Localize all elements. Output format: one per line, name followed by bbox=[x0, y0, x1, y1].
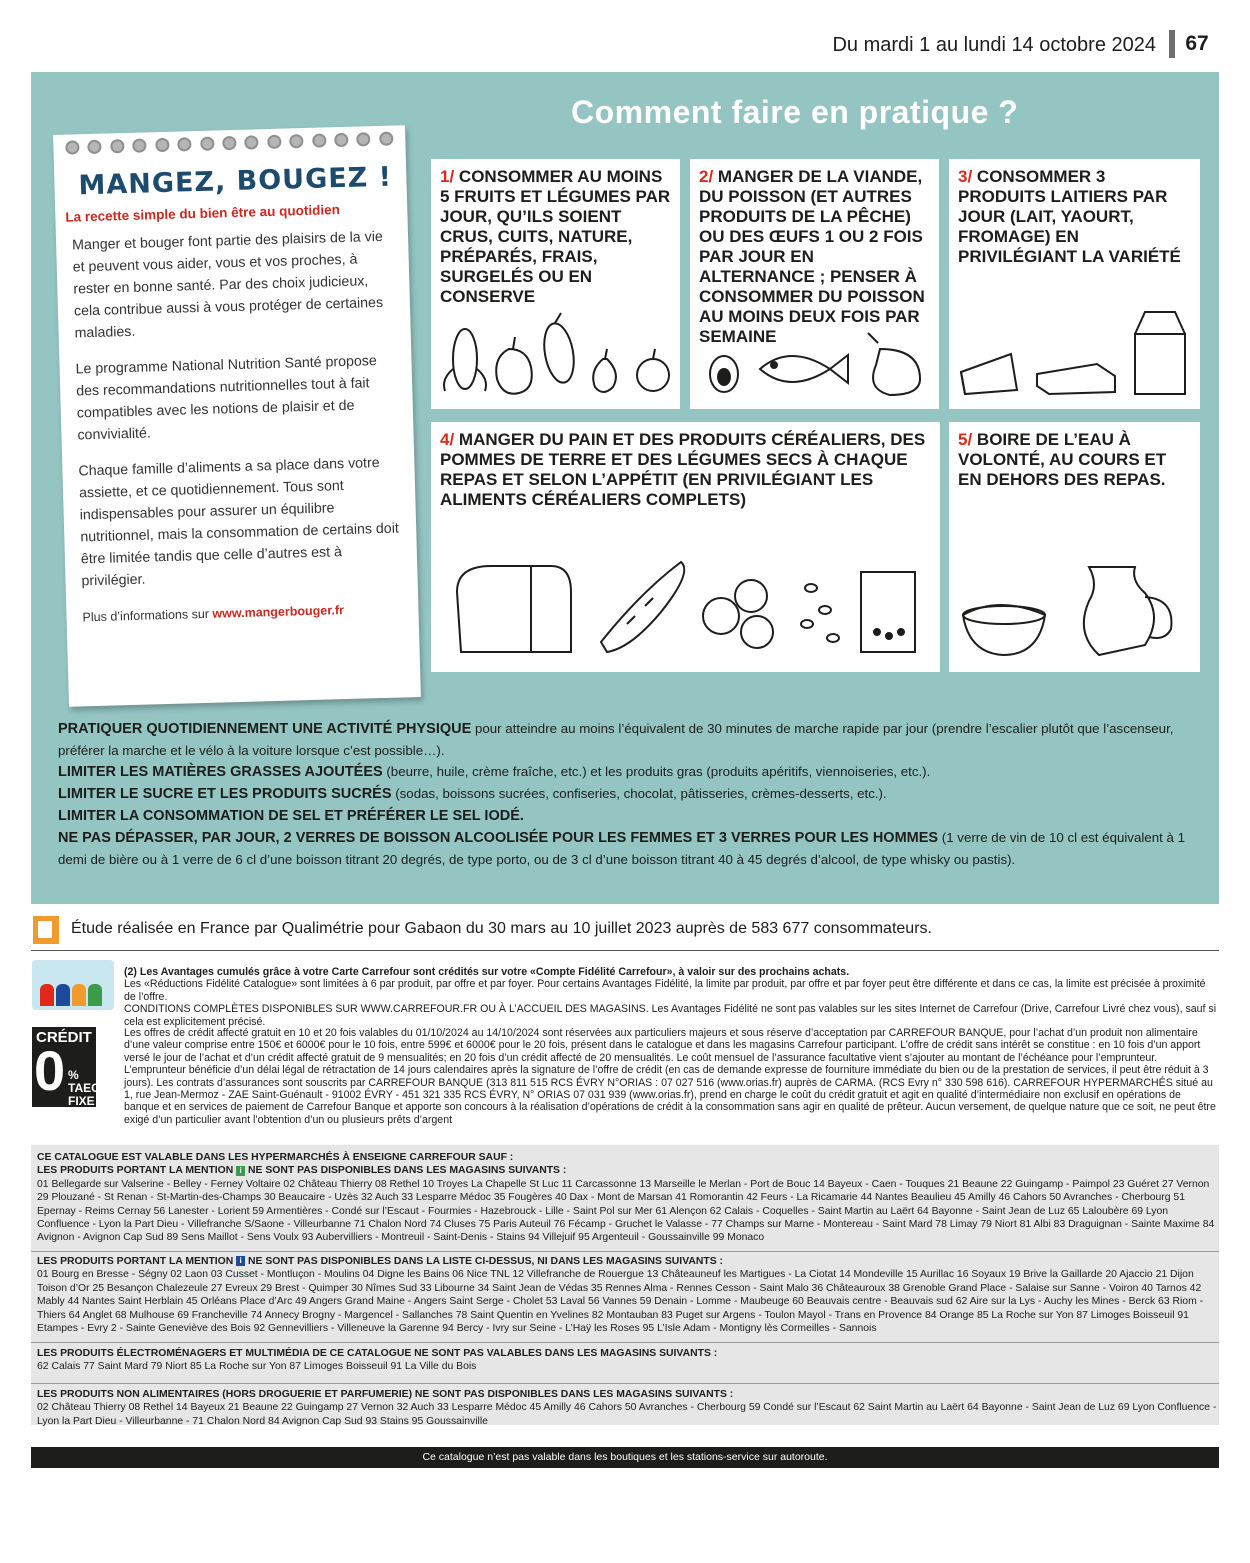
notepad-paragraph: Le programme National Nutrition Santé propose des recommandations nutritionnelles tout à fait compatibles avec les notions de plaisir et de convivialité. bbox=[75, 353, 378, 444]
rule-item bbox=[58, 783, 1208, 805]
rule-bold: LIMITER LE SUCRE ET LES PRODUITS SUCRÉS bbox=[58, 786, 392, 802]
validity-block bbox=[37, 1388, 1217, 1428]
card-number: 1/ bbox=[440, 167, 455, 186]
fidelite-line: (2) Les Avantages cumulés grâce à votre Carte Carrefour sont crédités sur votre «Compte Fidélité Carrefour», à valoir sur des prochains achats. bbox=[124, 966, 850, 978]
rule-text: (sodas, boissons sucrées, confiseries, chocolat, pâtisseries, crèmes-desserts, etc.). bbox=[391, 786, 887, 801]
validity-heading-b: NE SONT PAS DISPONIBLES DANS LA LISTE CI-DESSUS, NI DANS LES MAGASINS SUIVANTS : bbox=[248, 1256, 723, 1267]
notepad-rings bbox=[65, 132, 393, 155]
card-dairy bbox=[949, 159, 1200, 409]
card-text: BOIRE DE L’EAU À VOLONTÉ, AU COURS ET EN DEHORS DES REPAS. bbox=[958, 430, 1167, 489]
card-number: 4/ bbox=[440, 430, 455, 449]
credit-badge-big: 0 bbox=[34, 1039, 66, 1102]
fidelite-line: Les «Réductions Fidélité Catalogue» sont limitées à 6 par produit, par offre et par foyer. Pour certains Avantages Fidélité, la limite par produit, par offre et par foyer peut être différente et dans ce cas, la limite est précisée à proximité de l’offre. bbox=[124, 978, 1206, 1003]
meat-fish-eggs-illustration bbox=[690, 329, 939, 404]
rules-list bbox=[58, 718, 1208, 870]
more-info-prefix: Plus d’informations sur bbox=[82, 606, 210, 625]
validity-heading-a: LES PRODUITS PORTANT LA MENTION bbox=[37, 1165, 234, 1177]
rule-text: pour atteindre au moins l’équivalent de 30 minutes de marche rapide par jour (prendre l’escalier plutôt que l’ascenseur, préférer la marche et le vélo à la voiture lorsque c’est possible…). bbox=[58, 721, 1174, 758]
validity-heading: LES PRODUITS ÉLECTROMÉNAGERS ET MULTIMÉDIA DE CE CATALOGUE NE SONT PAS VALABLES DANS LES MAGASINS SUIVANTS : bbox=[37, 1348, 718, 1359]
info-icon: i bbox=[236, 1166, 245, 1176]
notepad-paragraph: Manger et bouger font partie des plaisirs de la vie et peuvent vous aider, vous et vos proches, à rester en bonne santé. Par des choix judicieux, cela contribue aussi à vous protéger de certaines maladies. bbox=[71, 228, 384, 342]
validity-heading-a: LES PRODUITS PORTANT LA MENTION bbox=[37, 1256, 234, 1267]
card-water bbox=[949, 422, 1200, 672]
validity-heading: CE CATALOGUE EST VALABLE DANS LES HYPERMARCHÉS À ENSEIGNE CARREFOUR SAUF : bbox=[37, 1152, 514, 1163]
validity-text: 01 Bourg en Bresse - Ségny 02 Laon 03 Cusset - Montluçon - Moulins 04 Digne les Bains 06 Nice TNL 12 Villefranche de Rouergue 13 Châteauneuf les Martigues - La Ciotat 14 Mondeville 15 Aurillac 16 Soyaux 19 Brive la Gaillarde 20 Ajaccio 21 Dijon Toison d’Or 25 Besançon Chalezeule 27 Evreux 29 Brest - Quimper 30 Nîmes Sud 33 Libourne 34 Saint Jean de Védas 35 Rennes Alma - Rennes Cesson - Saint Malo 36 Châteauroux 38 Grenoble Grand Place - Salaise sur Sanne - Voiron 40 Tarnos 42 Mably 44 Nantes Saint Herblain 45 Orléans Place d’Arc 49 Angers Grand Maine - Angers Saint Serge - Cholet 53 Laval 56 Vannes 59 Denain - Lomme - Maubeuge 60 Beauvais centre - Beauvais sud 62 Aire sur la Lys - Auchy les Mines - Berck 63 Riom - Thiers 64 Anglet 68 Mulhouse 69 Francheville 74 Annecy Brogny - Margencel - Sallanches 78 Saint Quentin en Yvelines 82 Montauban 83 Puget sur Argens - Toulon Mayol - Trans en Provence 84 Orange 85 La Roche sur Yon 87 Limoges Boisseuil 91 Etampes - Evry 2 - Sainte Geneviève des Bois 92 Gennevilliers - Villeneuve la Garenne 94 Bercy - Ivry sur Seine - L’Haÿ les Roses 95 L’Isle Adam - Montigny lès Cormeilles - Sannois bbox=[37, 1269, 1204, 1335]
card-number: 3/ bbox=[958, 167, 973, 186]
validity-heading-b: NE SONT PAS DISPONIBLES DANS LES MAGASINS SUIVANTS : bbox=[248, 1165, 567, 1177]
validity-heading bbox=[37, 1255, 1217, 1268]
footer-bar: Ce catalogue n’est pas valable dans les boutiques et les stations-service sur autoroute. bbox=[31, 1447, 1219, 1468]
mangerbouger-link[interactable]: www.mangerbouger.fr bbox=[212, 603, 345, 621]
rule-bold: NE PAS DÉPASSER, PAR JOUR, 2 VERRES DE BOISSON ALCOOLISÉE POUR LES FEMMES ET 3 VERRES POUR LES HOMMES bbox=[58, 830, 939, 846]
card-text: CONSOMMER 3 PRODUITS LAITIERS PAR JOUR (LAIT, YAOURT, FROMAGE) EN PRIVILÉGIANT LA VARIÉTÉ bbox=[958, 167, 1181, 266]
rule-item bbox=[58, 827, 1208, 870]
carrefour-card-icon bbox=[32, 960, 114, 1010]
rule-item bbox=[58, 761, 1208, 783]
credit-text: Les offres de crédit affecté gratuit en 10 et 20 fois valables du 01/10/2024 au 14/10/2024 sont réservées aux particuliers majeurs et sous réserve d’acceptation par CARREFOUR BANQUE, pour l’achat d’un produit non alimentaire d’une valeur comprise entre 150€ et 6000€ pour le 10 fois, entre 599€ et 6000€ pour le 20 fois, présent dans le catalogue et dans les magasins Carrefour participant. L’offre de crédit sans intérêt se constitue : en 10 fois d’un apport versé le jour de l’achat et d’un crédit affecté gratuit de 9 mensualités; en 20 fois d’un crédit affecté de 20 mensualités. Le coût mensuel de l’assurance facultative vient s’ajouter au montant de l’échéance pour l’emprunteur. L’emprunteur bénéficie d’un délai légal de rétractation de 14 jours calendaires après la signature de l’offre de crédit (en cas de demande expresse de fourniture immédiate du bien ou de la prestation de services, il peut être réduit à 3 jours). Les contrats d’assurances sont souscrits par CARREFOUR BANQUE (313 811 515 RCS ÉVRY N°ORIAS : 07 027 516 (www.orias.fr) auprès de CARMA. (RCS Evry n° 330 598 616). CARREFOUR HYPERMARCHÉS situé au 1, rue Jean-Mermoz - ZAE Saint-Guénault - 91002 ÉVRY - 451 321 335 RCS ÉVRY, N° ORIAS 07 031 939 (www.orias.fr), prend en charge le coût du crédit gratuit et agit en qualité d’intermédiaire non exclusif en opérations de banque et en services de paiement de Carrefour Banque et apporte son concours à la réalisation d’opérations de crédit à la consommation sans agir en qualité de prêteur. Aucun versement, de quelque nature que ce soit, ne peut être exigé d’un particulier avant l’obtention d’un ou plusieurs prêts d’argent bbox=[124, 1027, 1216, 1126]
page-number: 67 bbox=[1169, 30, 1219, 58]
card-text: CONSOMMER AU MOINS 5 FRUITS ET LÉGUMES PAR JOUR, QU’ILS SOIENT CRUS, CUITS, NATURE, PRÉPARÉS, FRAIS, SURGELÉS OU EN CONSERVE bbox=[440, 167, 671, 306]
rule-bold: LIMITER LA CONSOMMATION DE SEL ET PRÉFÉRER LE SEL IODÉ. bbox=[58, 808, 524, 824]
card-text: MANGER DU PAIN ET DES PRODUITS CÉRÉALIERS, DES POMMES DE TERRE ET DES LÉGUMES SECS À CHAQUE REPAS ET SELON L’APPÉTIT (EN PRIVILÉGIANT LES ALIMENTS CÉRÉALIERS COMPLETS) bbox=[440, 430, 926, 509]
card-number: 5/ bbox=[958, 430, 973, 449]
nutrition-panel bbox=[31, 72, 1219, 904]
validity-block bbox=[37, 1255, 1217, 1335]
validity-block bbox=[37, 1347, 1217, 1374]
validity-box bbox=[31, 1145, 1219, 1425]
credit-badge-small: % TAEG FIXE bbox=[68, 1068, 101, 1108]
notepad-body bbox=[72, 226, 405, 629]
notepad-paragraph: Chaque famille d’aliments a sa place dans votre assiette, et ce quotidiennement. Tous sont indispensables pour assurer un équilibre nutritionnel, mais la consommation de certains doit être limitée tandis que celle d’autres est à privilégier. bbox=[78, 455, 400, 590]
validity-heading: LES PRODUITS NON ALIMENTAIRES (HORS DROGUERIE ET PARFUMERIE) NE SONT PAS DISPONIBLES DANS LES MAGASINS SUIVANTS : bbox=[37, 1389, 734, 1400]
card-meat-fish-eggs bbox=[690, 159, 939, 409]
fidelite-line: CONDITIONS COMPLÈTES DISPONIBLES SUR WWW.CARREFOUR.FR OU À L’ACCUEIL DES MAGASINS. Les Avantages Fidélité ne sont pas valables sur les sites Internet de Carrefour (Drive, Carrefour Livré chez vous), sauf si cela est explicitement précisé. bbox=[124, 1003, 1217, 1028]
rule-text: (beurre, huile, crème fraîche, etc.) et les produits gras (produits apéritifs, viennoiseries, etc.). bbox=[382, 764, 931, 779]
card-fruits-vegetables bbox=[431, 159, 680, 409]
fidelite-text bbox=[124, 966, 1218, 1028]
fruits-vegetables-illustration bbox=[431, 309, 680, 399]
validity-block bbox=[37, 1151, 1217, 1245]
more-info bbox=[82, 597, 404, 628]
card-bread-cereals bbox=[431, 422, 940, 672]
validity-text: 01 Bellegarde sur Valserine - Belley - Ferney Voltaire 02 Château Thierry 08 Rethel 10 Troyes La Chapelle St Luc 11 Carcassonne 13 Marseille le Merlan - Port de Bouc 14 Bayeux - Caen - Touques 21 Beaune 22 Guingamp - Paimpol 23 Guéret 27 Vernon 29 Plouzané - St Renan - St-Martin-des-Champs 30 Beaucaire - Uzès 32 Auch 33 Lesparre Médoc 35 Fougères 40 Dax - Mont de Marsan 41 Romorantin 42 Feurs - La Ricamarie 44 Nantes Beaulieu 45 Amilly 46 Cahors 50 Avranches - Cherbourg 51 Epernay - Reims Cernay 56 Lanester - Lorient 59 Armentières - Condé sur l’Escaut - Fourmies - Hazebrouck - Lille - Saint Pol sur Mer 61 Alençon 62 Calais - Coquelles - Saint Martin au Laërt 64 Bayonne - Saint Jean de Luz 65 Laloubère 69 Lyon Confluence - Lyon la Part Dieu - Villefranche S/Saone - Villeurbanne 71 Chalon Nord 74 Cluses 75 Paris Auteuil 76 Fécamp - Gruchet le Valasse - 77 Champs sur Marne - Montereau - Saint Mard 78 Limay 79 Niort 81 Albi 83 Draguignan - Sainte Maxime 84 Avignon - Avignon Cap Sud 89 Sens Maillot - Sens Voulx 93 Aubervilliers - Montreuil - Saint-Denis - Stains 94 Villejuif 95 Argenteuil - Goussainville 99 Monaco bbox=[37, 1178, 1215, 1244]
validity-heading bbox=[37, 1164, 1217, 1177]
study-text: Étude réalisée en France par Qualimétrie pour Gabaon du 30 mars au 10 juillet 2023 auprès de 583 677 consommateurs. bbox=[71, 920, 932, 937]
notepad-title: MANGEZ, BOUGEZ ! bbox=[78, 161, 393, 202]
validity-text: 62 Calais 77 Saint Mard 79 Niort 85 La Roche sur Yon 87 Limoges Boisseuil 91 La Ville du Bois bbox=[37, 1361, 477, 1373]
rule-bold: LIMITER LES MATIÈRES GRASSES AJOUTÉES bbox=[58, 764, 383, 780]
info-icon: i bbox=[236, 1256, 245, 1266]
notepad-subtitle: La recette simple du bien être au quotidien bbox=[65, 202, 341, 225]
study-badge-icon bbox=[33, 916, 59, 944]
credit-badge-top: CRÉDIT bbox=[36, 1029, 92, 1046]
card-number: 2/ bbox=[699, 167, 714, 186]
rule-item bbox=[58, 718, 1208, 761]
rule-item bbox=[58, 805, 1208, 827]
bread-cereals-illustration bbox=[431, 552, 940, 667]
study-line bbox=[31, 916, 1219, 951]
dairy-illustration bbox=[949, 294, 1200, 404]
panel-title: Comment faire en pratique ? bbox=[571, 94, 1019, 130]
validity-text: 02 Château Thierry 08 Rethel 14 Bayeux 21 Beaune 22 Guingamp 27 Vernon 32 Auch 33 Lesparre Médoc 45 Amilly 46 Cahors 50 Avranches - Cherbourg 59 Condé sur l’Escaut 62 Saint Martin au Laërt 64 Bayonne - Saint Jean de Luz 69 Lyon Confluence - Lyon la Part Dieu - Villeurbanne - 71 Chalon Nord 84 Avignon Cap Sud 93 Stains 95 Goussainville bbox=[37, 1402, 1217, 1427]
rule-bold: PRATIQUER QUOTIDIENNEMENT UNE ACTIVITÉ PHYSIQUE bbox=[58, 721, 472, 737]
notepad bbox=[53, 125, 421, 707]
header-date: Du mardi 1 au lundi 14 octobre 2024 bbox=[832, 34, 1156, 56]
rule-text: (1 verre de vin de 10 cl est équivalent à 1 demi de bière ou à 1 verre de 6 cl d’une boisson titrant 20 degrés, de type porto, ou de 3 cl d’une boisson titrant 40 à 45 degrés d’alcool, de type whisky ou pastis). bbox=[58, 830, 1185, 867]
water-illustration bbox=[949, 537, 1200, 667]
card-text: MANGER DE LA VIANDE, DU POISSON (ET AUTRES PRODUITS DE LA PÊCHE) OU DES ŒUFS 1 OU 2 FOIS PAR JOUR EN ALTERNANCE ; PENSER À CONSOMMER DU POISSON AU MOINS DEUX FOIS PAR SEMAINE bbox=[699, 167, 925, 346]
credit-badge bbox=[32, 1027, 101, 1108]
